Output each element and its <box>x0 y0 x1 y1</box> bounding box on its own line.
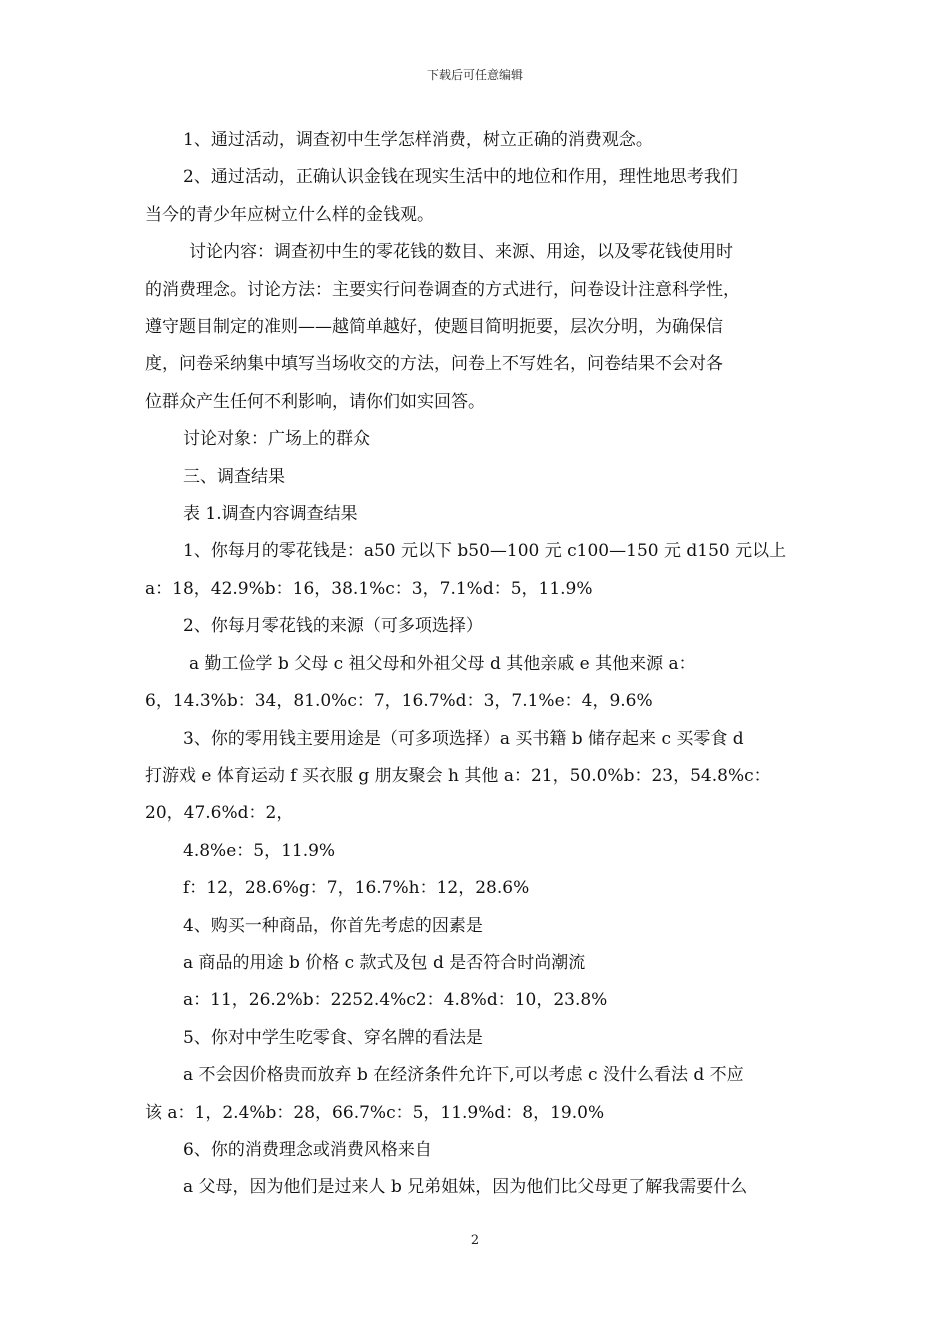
body-line: a：11，26.2%b：2252.4%c2：4.8%d：10，23.8% <box>183 990 608 1011</box>
body-line: 3、你的零用钱主要用途是（可多项选择）a 买书籍 b 储存起来 c 买零食 d <box>183 728 744 749</box>
body-line: 6、你的消费理念或消费风格来自 <box>183 1139 432 1160</box>
body-line: 表 1.调查内容调查结果 <box>183 504 358 525</box>
body-line: a 父母，因为他们是过来人 b 兄弟姐妹，因为他们比父母更了解我需要什么 <box>183 1177 748 1198</box>
page-header: 下载后可任意编辑 <box>426 68 523 82</box>
body-line: 位群众产生任何不利影响，请你们如实回答。 <box>145 391 485 412</box>
body-line: a 不会因价格贵而放弃 b 在经济条件允许下,可以考虑 c 没什么看法 d 不应 <box>183 1065 744 1086</box>
body-line: 1、你每月的零花钱是：a50 元以下 b50—100 元 c100—150 元 d150 元以上 <box>183 541 787 562</box>
body-line: 5、你对中学生吃零食、穿名牌的看法是 <box>183 1027 483 1048</box>
body-line: 该 a：1，2.4%b：28，66.7%c：5，11.9%d：8，19.0% <box>145 1102 605 1123</box>
body-line: f：12，28.6%g：7，16.7%h：12，28.6% <box>183 878 530 899</box>
body-line: 遵守题目制定的准则——越简单越好，使题目简明扼要，层次分明，为确保信 <box>145 317 723 338</box>
body-line: a 勤工俭学 b 父母 c 祖父母和外祖父母 d 其他亲戚 e 其他来源 a： <box>189 653 696 674</box>
body-line: 6，14.3%b：34，81.0%c：7，16.7%d：3，7.1%e：4，9.6% <box>145 691 653 712</box>
body-line: 4、购买一种商品，你首先考虑的因素是 <box>183 915 483 936</box>
body-line: 度，问卷采纳集中填写当场收交的方法，问卷上不写姓名，问卷结果不会对各 <box>145 354 723 375</box>
page-number: 2 <box>470 1233 480 1248</box>
body-line: a 商品的用途 b 价格 c 款式及包 d 是否符合时尚潮流 <box>183 952 586 973</box>
body-line: 当今的青少年应树立什么样的金钱观。 <box>145 204 434 225</box>
body-line: 4.8%e：5，11.9% <box>183 840 336 861</box>
body-line: 讨论对象：广场上的群众 <box>183 429 370 450</box>
body-line: 打游戏 e 体育运动 f 买衣服 g 朋友聚会 h 其他 a：21，50.0%b：23，54.8%c： <box>145 765 771 786</box>
body-line: a：18，42.9%b：16，38.1%c：3，7.1%d：5，11.9% <box>145 578 593 599</box>
body-line: 2、你每月零花钱的来源（可多项选择） <box>183 616 483 637</box>
body-line: 20，47.6%d：2， <box>145 803 294 824</box>
body-line: 讨论内容：调查初中生的零花钱的数目、来源、用途，以及零花钱使用时 <box>189 242 733 263</box>
body-line: 三、调查结果 <box>183 466 285 487</box>
body-line: 的消费理念。讨论方法：主要实行问卷调查的方式进行，问卷设计注意科学性， <box>145 279 740 300</box>
body-line: 2、通过活动，正确认识金钱在现实生活中的地位和作用，理性地思考我们 <box>183 167 738 188</box>
document-body <box>145 122 815 1207</box>
body-line: 1、通过活动，调查初中生学怎样消费，树立正确的消费观念。 <box>183 130 653 150</box>
